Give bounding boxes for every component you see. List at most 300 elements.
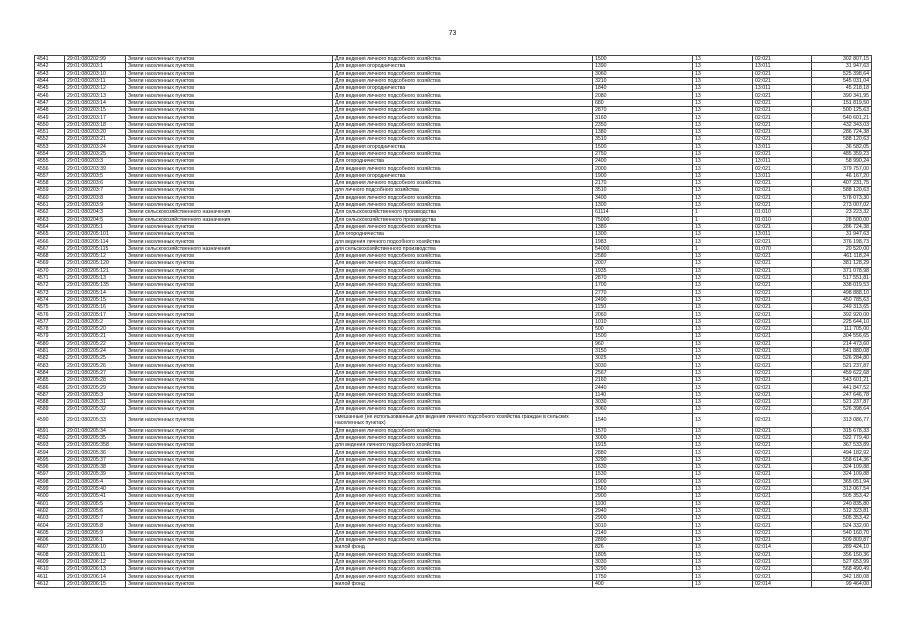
group-cell: 13 xyxy=(693,136,753,143)
area-cell: 1935 xyxy=(593,267,693,274)
permitted-use-cell: Для ведения личного подсобного хозяйства xyxy=(333,449,593,456)
row-number-cell: 4602 xyxy=(35,507,65,514)
group-cell: 13 xyxy=(693,333,753,340)
use-code-cell: 02:021 xyxy=(753,92,812,99)
land-category-cell: Земли сельскохозяйственного назначения xyxy=(126,209,333,216)
cadastral-number-cell: 29:01:080205:38 xyxy=(65,464,126,471)
land-category-cell: Земли населенных пунктов xyxy=(126,121,333,128)
table-row xyxy=(35,304,872,311)
use-code-cell: 02:021 xyxy=(753,449,812,456)
area-cell: 1530 xyxy=(593,471,693,478)
table-row xyxy=(35,238,872,245)
use-code-cell: 02:021 xyxy=(753,180,812,187)
land-category-cell: Земли населенных пунктов xyxy=(126,406,333,413)
cadastral-value-cell: 381 128,29 xyxy=(812,260,872,267)
cadastral-number-cell: 29:01:080205:115 xyxy=(65,245,126,252)
use-code-cell: 02:021 xyxy=(753,201,812,208)
use-code-cell: 02:021 xyxy=(753,267,812,274)
table-row xyxy=(35,384,872,391)
land-category-cell: Земли населенных пунктов xyxy=(126,231,333,238)
row-number-cell: 4591 xyxy=(35,427,65,434)
table-row xyxy=(35,377,872,384)
row-number-cell: 4605 xyxy=(35,529,65,536)
table-row xyxy=(35,158,872,165)
group-cell: 13 xyxy=(693,121,753,128)
land-category-cell: Земли населенных пунктов xyxy=(126,566,333,573)
table-row xyxy=(35,573,872,580)
use-code-cell: 02:021 xyxy=(753,537,812,544)
permitted-use-cell: Для ведения личного подсобного хозяйства xyxy=(333,537,593,544)
cadastral-number-cell: 29:01:080203:18 xyxy=(65,121,126,128)
area-cell: 2870 xyxy=(593,107,693,114)
group-cell: 13 xyxy=(693,515,753,522)
group-cell: 13 xyxy=(693,158,753,165)
group-cell: 13 xyxy=(693,384,753,391)
permitted-use-cell: Для ведения огородничества xyxy=(333,63,593,70)
use-code-cell: 02:021 xyxy=(753,369,812,376)
area-cell: 2940 xyxy=(593,507,693,514)
cadastral-value-cell: 505 353,42 xyxy=(812,493,872,500)
cadastral-value-cell: 441 847,52 xyxy=(812,384,872,391)
area-cell: 680 xyxy=(593,99,693,106)
cadastral-value-cell: 225 644,10 xyxy=(812,318,872,325)
area-cell: 3025 xyxy=(593,355,693,362)
cadastral-value-cell: 289 424,10 xyxy=(812,544,872,551)
use-code-cell: 02:021 xyxy=(753,485,812,492)
row-number-cell: 4561 xyxy=(35,201,65,208)
permitted-use-cell: Для огородничества xyxy=(333,231,593,238)
area-cell: 2567 xyxy=(593,369,693,376)
permitted-use-cell: Для ведения личного подсобного хозяйства xyxy=(333,362,593,369)
row-number-cell: 4574 xyxy=(35,296,65,303)
permitted-use-cell: Для ведения личного подсобного хозяйства xyxy=(333,180,593,187)
row-number-cell: 4600 xyxy=(35,493,65,500)
group-cell: 1 xyxy=(693,209,753,216)
row-number-cell: 4608 xyxy=(35,551,65,558)
row-number-cell: 4566 xyxy=(35,238,65,245)
area-cell: 3290 xyxy=(593,456,693,463)
cadastral-number-cell: 29:01:080205:29 xyxy=(65,384,126,391)
table-row xyxy=(35,85,872,92)
area-cell: 1900 xyxy=(593,478,693,485)
row-number-cell: 4582 xyxy=(35,355,65,362)
land-category-cell: Земли населенных пунктов xyxy=(126,180,333,187)
area-cell: 1150 xyxy=(593,304,693,311)
table-row xyxy=(35,362,872,369)
use-code-cell: 02:021 xyxy=(753,136,812,143)
permitted-use-cell: Для ведения личного подсобного хозяйства xyxy=(333,267,593,274)
cadastral-number-cell: 29:01:080203:17 xyxy=(65,114,126,121)
area-cell: 2350 xyxy=(593,121,693,128)
area-cell: 1805 xyxy=(593,551,693,558)
row-number-cell: 4578 xyxy=(35,325,65,332)
cadastral-value-cell: 151 819,50 xyxy=(812,99,872,106)
cadastral-value-cell: 240 835,80 xyxy=(812,500,872,507)
permitted-use-cell: Для ведения личного подсобного хозяйства xyxy=(333,464,593,471)
land-category-cell: Земли населенных пунктов xyxy=(126,478,333,485)
cadastral-number-cell: 29:01:080205:40 xyxy=(65,485,126,492)
table-row xyxy=(35,143,872,150)
area-cell: 3010 xyxy=(593,522,693,529)
area-cell: 3400 xyxy=(593,194,693,201)
row-number-cell: 4580 xyxy=(35,340,65,347)
land-category-cell: Земли населенных пунктов xyxy=(126,201,333,208)
cadastral-value-cell: 521 237,87 xyxy=(812,362,872,369)
table-row xyxy=(35,70,872,77)
table-row xyxy=(35,114,872,121)
use-code-cell: 02:021 xyxy=(753,325,812,332)
table-row xyxy=(35,355,872,362)
table-row xyxy=(35,580,872,587)
land-category-cell: Земли населенных пунктов xyxy=(126,99,333,106)
land-category-cell: Земли населенных пунктов xyxy=(126,500,333,507)
group-cell: 13 xyxy=(693,362,753,369)
area-cell: 2440 xyxy=(593,384,693,391)
cadastral-value-cell: 450 785,63 xyxy=(812,296,872,303)
land-category-cell: Земли населенных пунктов xyxy=(126,150,333,157)
group-cell: 13 xyxy=(693,485,753,492)
table-row xyxy=(35,427,872,434)
group-cell: 13 xyxy=(693,165,753,172)
cadastral-number-cell: 29:01:080203:20 xyxy=(65,128,126,135)
cadastral-number-cell: 29:01:080205:21 xyxy=(65,333,126,340)
cadastral-number-cell: 29:01:080205:121 xyxy=(65,267,126,274)
table-row xyxy=(35,223,872,230)
cadastral-number-cell: 29:01:080205:358 xyxy=(65,442,126,449)
group-cell: 13 xyxy=(693,377,753,384)
land-category-cell: Земли населенных пунктов xyxy=(126,544,333,551)
table-row xyxy=(35,150,872,157)
area-cell: 3030 xyxy=(593,558,693,565)
permitted-use-cell: Для ведения личного подсобного хозяйства xyxy=(333,274,593,281)
use-code-cell: 02:021 xyxy=(753,304,812,311)
land-category-cell: Земли населенных пунктов xyxy=(126,442,333,449)
cadastral-value-cell: 23 223,32 xyxy=(812,209,872,216)
land-category-cell: Земли населенных пунктов xyxy=(126,377,333,384)
area-cell: 2900 xyxy=(593,493,693,500)
row-number-cell: 4565 xyxy=(35,231,65,238)
row-number-cell: 4559 xyxy=(35,187,65,194)
area-cell: 2060 xyxy=(593,311,693,318)
cadastral-value-cell: 541 880,08 xyxy=(812,347,872,354)
permitted-use-cell: Для ведения личного подсобного хозяйства xyxy=(333,282,593,289)
use-code-cell: 02:021 xyxy=(753,413,812,427)
cadastral-value-cell: 20 520,00 xyxy=(812,245,872,252)
use-code-cell: 02:021 xyxy=(753,194,812,201)
cadastral-number-cell: 29:01:080203:7 xyxy=(65,187,126,194)
use-code-cell: 02:021 xyxy=(753,362,812,369)
group-cell: 13 xyxy=(693,478,753,485)
land-category-cell: Земли населенных пунктов xyxy=(126,289,333,296)
cadastral-number-cell: 29:01:080205:34 xyxy=(65,427,126,434)
table-row xyxy=(35,77,872,84)
land-category-cell: Земли населенных пунктов xyxy=(126,507,333,514)
cadastral-value-cell: 247 646,78 xyxy=(812,391,872,398)
use-code-cell: 02:021 xyxy=(753,434,812,441)
row-number-cell: 4542 xyxy=(35,63,65,70)
area-cell: 1300 xyxy=(593,231,693,238)
cadastral-value-cell: 45 218,18 xyxy=(812,85,872,92)
cadastral-value-cell: 338 019,53 xyxy=(812,282,872,289)
row-number-cell: 4549 xyxy=(35,114,65,121)
cadastral-number-cell: 29:01:080205:1 xyxy=(65,223,126,230)
cadastral-number-cell: 29:01:080203:21 xyxy=(65,136,126,143)
permitted-use-cell: для ведения личного подсобного хозяйства xyxy=(333,238,593,245)
table-row xyxy=(35,318,872,325)
table-row xyxy=(35,194,872,201)
row-number-cell: 4598 xyxy=(35,478,65,485)
area-cell: 1500 xyxy=(593,56,693,63)
group-cell: 13 xyxy=(693,355,753,362)
table-body xyxy=(35,56,872,588)
permitted-use-cell: Для ведения личного подсобного хозяйства xyxy=(333,573,593,580)
area-cell: 54000 xyxy=(593,245,693,252)
permitted-use-cell: Для ведения личного подсобного хозяйства xyxy=(333,434,593,441)
area-cell: 826 xyxy=(593,544,693,551)
land-category-cell: Земли населенных пунктов xyxy=(126,92,333,99)
table-row xyxy=(35,558,872,565)
use-code-cell: 02:021 xyxy=(753,99,812,106)
table-row xyxy=(35,216,872,223)
use-code-cell: 02:021 xyxy=(753,56,812,63)
row-number-cell: 4593 xyxy=(35,442,65,449)
permitted-use-cell: Для ведения личного подсобного хозяйства xyxy=(333,296,593,303)
area-cell: 1630 xyxy=(593,464,693,471)
use-code-cell: 02:021 xyxy=(753,515,812,522)
group-cell: 13 xyxy=(693,128,753,135)
row-number-cell: 4576 xyxy=(35,311,65,318)
group-cell: 13 xyxy=(693,223,753,230)
land-category-cell: Земли населенных пунктов xyxy=(126,165,333,172)
table-row xyxy=(35,442,872,449)
group-cell: 13 xyxy=(693,282,753,289)
cadastral-value-cell: 31 947,63 xyxy=(812,63,872,70)
cadastral-value-cell: 578 073,30 xyxy=(812,194,872,201)
permitted-use-cell: Для огородничества xyxy=(333,158,593,165)
land-category-cell: Земли населенных пунктов xyxy=(126,522,333,529)
row-number-cell: 4571 xyxy=(35,274,65,281)
area-cell: 2490 xyxy=(593,296,693,303)
use-code-cell: 02:021 xyxy=(753,187,812,194)
cadastral-number-cell: 29:01:080203:24 xyxy=(65,143,126,150)
area-cell: 1750 xyxy=(593,573,693,580)
land-category-cell: Земли населенных пунктов xyxy=(126,136,333,143)
use-code-cell: 02:021 xyxy=(753,558,812,565)
row-number-cell: 4612 xyxy=(35,580,65,587)
permitted-use-cell: смешанные (не использованные для ведения личного подсобного хозяйства граждан в сельских населенных пунктах) xyxy=(333,413,593,427)
row-number-cell: 4548 xyxy=(35,107,65,114)
cadastral-number-cell: 29:01:080205:2 xyxy=(65,318,126,325)
page-number: 73 xyxy=(448,30,457,37)
cadastral-value-cell: 392 920,00 xyxy=(812,311,872,318)
group-cell: 13 xyxy=(693,537,753,544)
group-cell: 13 xyxy=(693,143,753,150)
use-code-cell: 02:021 xyxy=(753,442,812,449)
permitted-use-cell: Для ведения личного подсобного хозяйства xyxy=(333,325,593,332)
use-code-cell: 02:021 xyxy=(753,165,812,172)
land-category-cell: Земли населенных пунктов xyxy=(126,529,333,536)
cadastral-number-cell: 29:01:080204:3 xyxy=(65,209,126,216)
cadastral-value-cell: 390 341,95 xyxy=(812,92,872,99)
permitted-use-cell: для личного подсобного хозяйства xyxy=(333,187,593,194)
table-row xyxy=(35,245,872,252)
table-row xyxy=(35,537,872,544)
permitted-use-cell: Для ведения личного подсобного хозяйства xyxy=(333,304,593,311)
use-code-cell: 02:021 xyxy=(753,551,812,558)
permitted-use-cell: Для ведения личного подсобного хозяйства xyxy=(333,121,593,128)
permitted-use-cell: Для ведения личного подсобного хозяйства xyxy=(333,56,593,63)
cadastral-number-cell: 29:01:080206:10 xyxy=(65,544,126,551)
land-category-cell: Земли населенных пунктов xyxy=(126,114,333,121)
row-number-cell: 4581 xyxy=(35,347,65,354)
cadastral-value-cell: 99 464,00 xyxy=(812,580,872,587)
table-row xyxy=(35,369,872,376)
land-category-cell: Земли населенных пунктов xyxy=(126,384,333,391)
group-cell: 13 xyxy=(693,471,753,478)
table-row xyxy=(35,333,872,340)
cadastral-number-cell: 29:01:080205:41 xyxy=(65,493,126,500)
table-row xyxy=(35,231,872,238)
row-number-cell: 4545 xyxy=(35,85,65,92)
cadastral-value-cell: 46 167,20 xyxy=(812,172,872,179)
cadastral-value-cell: 505 353,42 xyxy=(812,515,872,522)
area-cell: 1500 xyxy=(593,143,693,150)
permitted-use-cell: Для ведения личного подсобного хозяйства xyxy=(333,355,593,362)
permitted-use-cell: Для ведения личного подсобного хозяйства xyxy=(333,107,593,114)
group-cell: 13 xyxy=(693,201,753,208)
use-code-cell: 02:021 xyxy=(753,318,812,325)
permitted-use-cell: Для ведения личного подсобного хозяйства xyxy=(333,398,593,405)
area-cell: 1840 xyxy=(593,85,693,92)
cadastral-number-cell: 29:01:080202:99 xyxy=(65,56,126,63)
cadastral-value-cell: 588 120,63 xyxy=(812,136,872,143)
cadastral-value-cell: 379 757,00 xyxy=(812,165,872,172)
cadastral-value-cell: 521 237,87 xyxy=(812,398,872,405)
table-row xyxy=(35,311,872,318)
cadastral-value-cell: 367 533,89 xyxy=(812,442,872,449)
cadastral-number-cell: 29:01:080205:36 xyxy=(65,449,126,456)
land-category-cell: Земли населенных пунктов xyxy=(126,485,333,492)
cadastral-value-cell: 526 284,80 xyxy=(812,355,872,362)
land-category-cell: Земли населенных пунктов xyxy=(126,56,333,63)
row-number-cell: 4589 xyxy=(35,406,65,413)
row-number-cell: 4610 xyxy=(35,566,65,573)
group-cell: 13 xyxy=(693,325,753,332)
cadastral-value-cell: 58 990,24 xyxy=(812,158,872,165)
area-cell: 2750 xyxy=(593,150,693,157)
cadastral-value-cell: 522 779,40 xyxy=(812,434,872,441)
area-cell: 3060 xyxy=(593,406,693,413)
row-number-cell: 4547 xyxy=(35,99,65,106)
group-cell: 13 xyxy=(693,566,753,573)
land-category-cell: Земли населенных пунктов xyxy=(126,362,333,369)
cadastral-value-cell: 512 323,81 xyxy=(812,507,872,514)
row-number-cell: 4557 xyxy=(35,172,65,179)
table-row xyxy=(35,289,872,296)
row-number-cell: 4595 xyxy=(35,456,65,463)
permitted-use-cell: Для ведения личного подсобного хозяйства xyxy=(333,340,593,347)
table-row xyxy=(35,282,872,289)
area-cell: 3210 xyxy=(593,77,693,84)
group-cell: 1 xyxy=(693,216,753,223)
land-category-cell: Земли населенных пунктов xyxy=(126,558,333,565)
row-number-cell: 4570 xyxy=(35,267,65,274)
cadastral-number-cell: 29:01:080205:4 xyxy=(65,478,126,485)
use-code-cell: 13:011 xyxy=(753,158,812,165)
group-cell: 13 xyxy=(693,522,753,529)
cadastral-number-cell: 29:01:080203:11 xyxy=(65,77,126,84)
cadastral-number-cell: 29:01:080206:13 xyxy=(65,566,126,573)
permitted-use-cell: Для ведения личного подсобного хозяйства xyxy=(333,551,593,558)
cadastral-value-cell: 214 473,60 xyxy=(812,340,872,347)
cadastral-number-cell: 29:01:080205:24 xyxy=(65,347,126,354)
land-category-cell: Земли населенных пунктов xyxy=(126,172,333,179)
table-row xyxy=(35,274,872,281)
row-number-cell: 4609 xyxy=(35,558,65,565)
area-cell: 1983 xyxy=(593,238,693,245)
cadastral-number-cell: 29:01:080205:28 xyxy=(65,377,126,384)
cadastral-number-cell: 29:01:080205:20 xyxy=(65,325,126,332)
area-cell: 2890 xyxy=(593,537,693,544)
area-cell: 400 xyxy=(593,580,693,587)
area-cell: 500 xyxy=(593,325,693,332)
cadastral-value-cell: 432 343,03 xyxy=(812,121,872,128)
table-row xyxy=(35,56,872,63)
cadastral-number-cell: 29:01:080204:5 xyxy=(65,216,126,223)
row-number-cell: 4588 xyxy=(35,398,65,405)
cadastral-number-cell: 29:01:080205:15 xyxy=(65,296,126,303)
area-cell: 2870 xyxy=(593,274,693,281)
cadastral-number-cell: 29:01:080206:11 xyxy=(65,551,126,558)
table-row xyxy=(35,406,872,413)
group-cell: 13 xyxy=(693,107,753,114)
cadastral-value-cell: 342 180,08 xyxy=(812,573,872,580)
group-cell: 13 xyxy=(693,558,753,565)
group-cell: 13 xyxy=(693,406,753,413)
use-code-cell: 02:021 xyxy=(753,340,812,347)
row-number-cell: 4594 xyxy=(35,449,65,456)
cadastral-value-cell: 545 031,04 xyxy=(812,77,872,84)
area-cell: 1900 xyxy=(593,172,693,179)
row-number-cell: 4587 xyxy=(35,391,65,398)
use-code-cell: 02:021 xyxy=(753,529,812,536)
row-number-cell: 4556 xyxy=(35,165,65,172)
permitted-use-cell: Для ведения личного подсобного хозяйства xyxy=(333,77,593,84)
cadastral-number-cell: 29:01:080203:39 xyxy=(65,165,126,172)
row-number-cell: 4584 xyxy=(35,369,65,376)
cadastral-value-cell: 315 678,33 xyxy=(812,427,872,434)
cadastral-number-cell: 29:01:080205:16 xyxy=(65,304,126,311)
cadastral-number-cell: 29:01:080205:6 xyxy=(65,507,126,514)
row-number-cell: 4597 xyxy=(35,471,65,478)
row-number-cell: 4573 xyxy=(35,289,65,296)
table-row xyxy=(35,413,872,427)
cadastral-number-cell: 29:01:080206:1 xyxy=(65,537,126,544)
land-category-cell: Земли населенных пунктов xyxy=(126,77,333,84)
area-cell: 2140 xyxy=(593,529,693,536)
cadastral-number-cell: 29:01:080205:8 xyxy=(65,522,126,529)
cadastral-value-cell: 568 490,49 xyxy=(812,566,872,573)
group-cell: 13 xyxy=(693,231,753,238)
area-cell: 3510 xyxy=(593,187,693,194)
row-number-cell: 4553 xyxy=(35,143,65,150)
land-category-cell: Земли населенных пунктов xyxy=(126,63,333,70)
cadastral-number-cell: 29:01:080205:17 xyxy=(65,311,126,318)
cadastral-value-cell: 31 947,63 xyxy=(812,231,872,238)
land-category-cell: Земли населенных пунктов xyxy=(126,128,333,135)
group-cell: 13 xyxy=(693,347,753,354)
cadastral-number-cell: 29:01:080205:120 xyxy=(65,260,126,267)
